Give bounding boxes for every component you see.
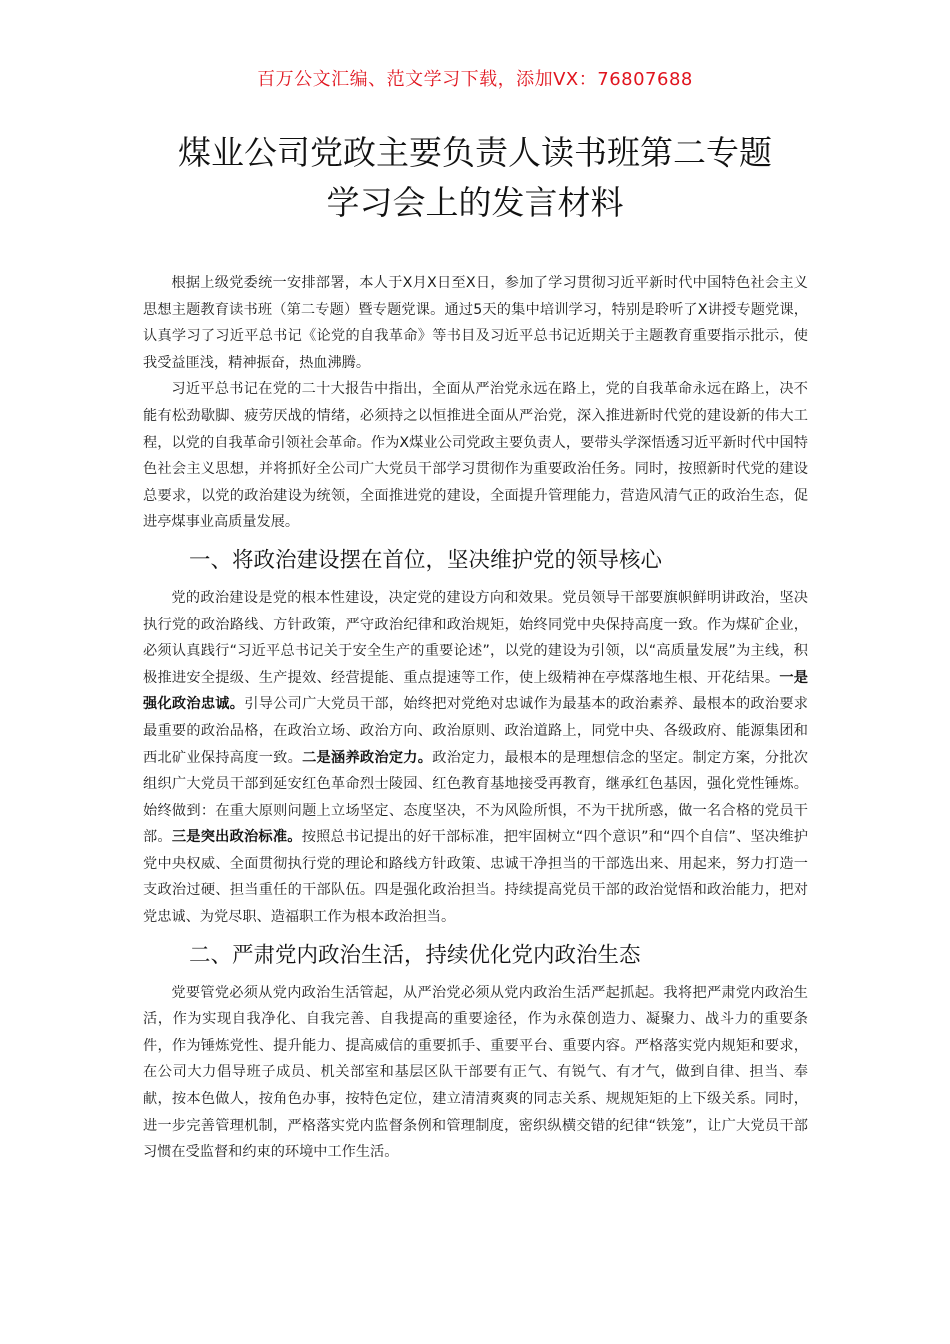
document-title <box>60 128 890 228</box>
bold-run: 二是涵养政治定力。 <box>302 749 433 766</box>
title-line-1: 煤业公司党政主要负责人读书班第二专题 <box>178 133 772 172</box>
bold-run: 一是强化政治忠诚。 <box>143 669 808 713</box>
intro-paragraph: 根据上级党委统一安排部署，本人于X月X日至X日，参加了学习贯彻习近平新时代中国特色社会主义思想主题教育读书班（第二专题）暨专题党课。通过5天的集中培训学习，特别是聆听了X讲授专题党课，认真学习了习近平总书记《论党的自我革命》等书目及习近平总书记近期关于主题教育重要指示批示，使我受益匪浅，精神振奋，热血沸腾。 <box>143 275 808 371</box>
section-2-paragraph: 党要管党必须从党内政治生活管起，从严治党必须从党内政治生活严起抓起。我将把严肃党内政治生活，作为实现自我净化、自我完善、自我提高的重要途径，作为永葆创造力、凝聚力、战斗力的重要条件，作为锤炼党性、提升能力、提高威信的重要抓手、重要平台、重要内容。严格落实党内规矩和要求，在公司大力倡导班子成员、机关部室和基层区队干部要有正气、有锐气、有才气，做到自律、担当、奉献，按本色做人，按角色办事，按特色定位，建立清清爽爽的同志关系、规规矩矩的上下级关系。同时，进一步完善管理机制，严格落实党内监督条例和管理制度，密织纵横交错的纪律“铁笼”，让广大党员干部习惯在受监督和约束的环境中工作生活。 <box>143 984 808 1161</box>
document-body <box>143 270 808 1166</box>
section-heading-1: 一、将政治建设摆在首位，坚决维护党的领导核心 <box>189 547 663 573</box>
section-1-paragraph <box>143 585 808 931</box>
text-run: 政治定力，最根本的是理想信念的坚定。制定方案，分批次组织广大党员干部到延安红色革命烈士陵园、红色教育基地接受再教育，继承红色基因，强化党性锤炼。始终做到：在重大原则问题上立场坚定、态度坚决，不为风险所惧，不为干扰所惑，做一名合格的党员干部。 <box>143 749 808 846</box>
bold-run: 三是突出政治标准。 <box>171 829 302 846</box>
text-run: 党的政治建设是党的根本性建设，决定党的建设方向和效果。党员领导干部要旗帜鲜明讲政治，坚决执行党的政治路线、方针政策，严守政治纪律和政治规矩，始终同党中央保持高度一致。作为煤矿企业，必须认真践行“习近平总书记关于安全生产的重要论述”，以党的建设为引领，以“高质量发展”为主线，积极推进安全提级、生产提效、经营提能、重点提速等工作，使上级精神在亭煤落地生根、开花结果。 <box>143 589 808 686</box>
text-run: 引导公司广大党员干部，始终把对党绝对忠诚作为最基本的政治素养、最根本的政治要求最重要的政治品格，在政治立场、政治方向、政治原则、政治道路上，同党中央、各级政府、能源集团和西北矿业保持高度一致。 <box>143 696 808 766</box>
context-paragraph: 习近平总书记在党的二十大报告中指出，全面从严治党永远在路上，党的自我革命永远在路上，决不能有松劲歇脚、疲劳厌战的情绪，必须持之以恒推进全面从严治党，深入推进新时代党的建设新的伟大工程，以党的自我革命引领社会革命。作为X煤业公司党政主要负责人，要带头学深悟透习近平新时代中国特色社会主义思想，并将抓好全公司广大党员干部学习贯彻作为重要政治任务。同时，按照新时代党的建设总要求，以党的政治建设为统领，全面推进党的建设，全面提升管理能力，营造风清气正的政治生态，促进亭煤事业高质量发展。 <box>143 381 808 531</box>
promo-banner: 百万公文汇编、范文学习下载，添加VX：76807688 <box>257 69 693 90</box>
text-run: 按照总书记提出的好干部标准，把牢固树立“四个意识”和“四个自信”、坚决维护党中央权威、全面贯彻执行党的理论和路线方针政策、忠诚干净担当的干部选出来、用起来，努力打造一支政治过硬、担当重任的干部队伍。四是强化政治担当。持续提高党员干部的政治觉悟和政治能力，把对党忠诚、为党尽职、造福职工作为根本政治担当。 <box>143 829 808 926</box>
section-heading-2: 二、严肃党内政治生活，持续优化党内政治生态 <box>189 942 641 968</box>
title-line-2: 学习会上的发言材料 <box>326 183 624 222</box>
